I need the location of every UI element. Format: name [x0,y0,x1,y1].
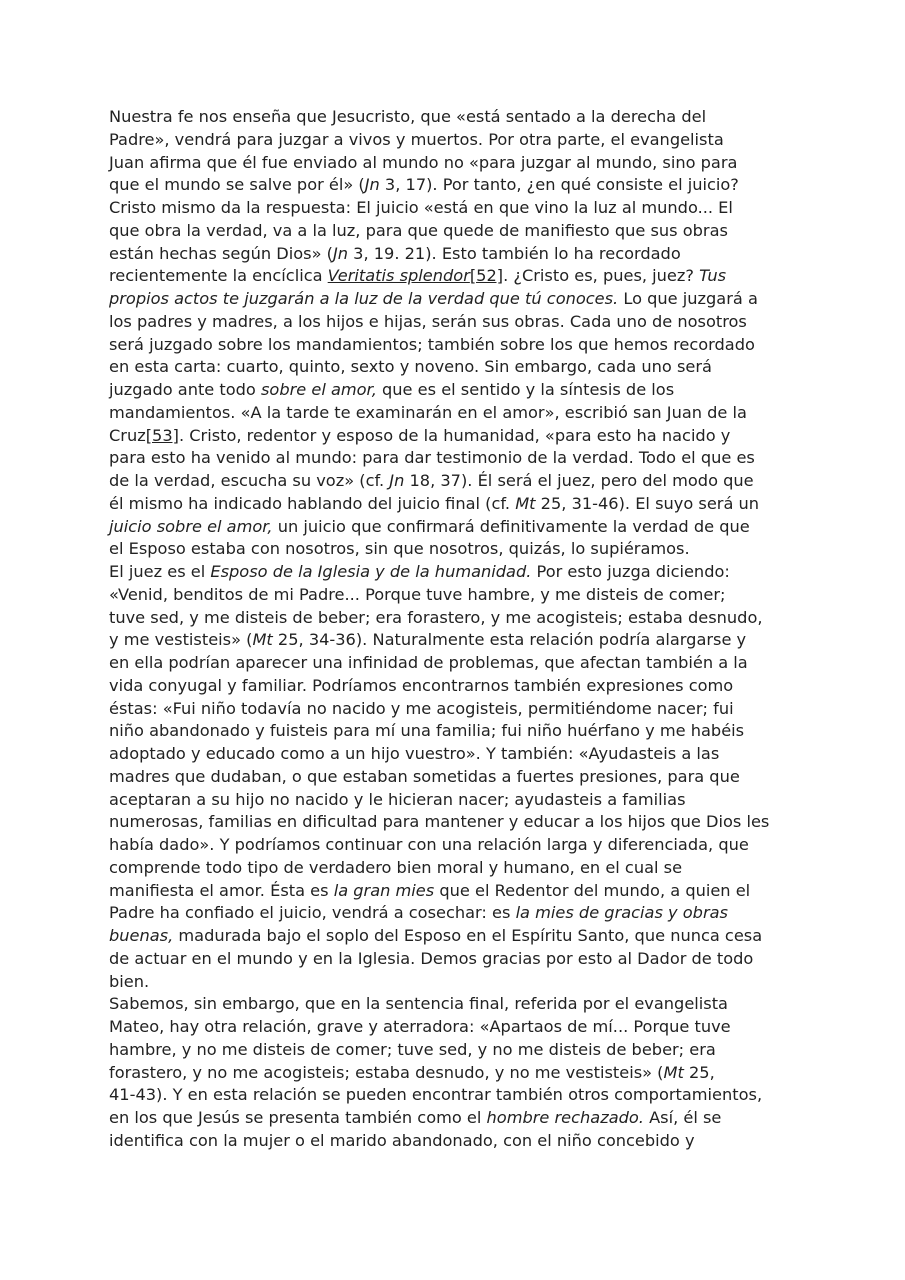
text-line [109,652,799,675]
text-segment: identifica con la mujer o el marido abandonado, con el niño concebido y [109,1130,695,1150]
text-segment: manifiesta el amor. Ésta es [109,880,334,900]
text-segment: en ella podrían aparecer una infinidad de problemas, que afectan también a la [109,653,748,672]
text-segment: tuve sed, y me disteis de beber; era forastero, y me acogisteis; estaba desnudo, [109,607,763,627]
text-segment: niño abandonado y fuisteis para mí una familia; fui niño huérfano y me habéis [109,721,745,741]
document-page [109,106,799,1153]
text-segment: éstas: «Fui niño todavía no nacido y me acogisteis, permitiéndome nacer; fui [109,698,734,718]
paragraph [109,106,799,561]
italic-text: propios actos te juzgarán a la luz de la verdad que tú conoces. [109,289,619,308]
text-segment: vida conyugal y familiar. Podríamos encontrarnos también expresiones como [109,675,734,695]
text-segment: Así, él se [643,1108,722,1127]
text-segment: Cruz [109,425,146,445]
paragraph [109,561,799,993]
text-line [109,629,799,652]
text-segment: de actuar en el mundo y en la Iglesia. Demos gracias por esto al Dador de todo [109,948,754,968]
text-segment: Lo que juzgará a [618,289,758,308]
text-segment: 25, 34-36). Naturalmente esta relación podría alargarse y [272,630,747,650]
text-segment: recientemente la encíclica [109,266,328,286]
body-text [109,106,799,1153]
footnote-link[interactable]: [52] [469,266,504,286]
text-segment: 18, 37). Él será el juez, pero del modo que [404,471,754,490]
text-segment: 25, [683,1062,715,1082]
text-line [109,743,799,766]
text-segment: que es el sentido y la síntesis de los [376,380,675,399]
text-line [109,675,799,698]
text-line [109,720,799,743]
text-segment: hambre, y no me disteis de comer; tuve sed, y no me disteis de beber; era [109,1039,716,1059]
paragraph [109,993,799,1152]
italic-text: hombre rechazado. [486,1108,644,1127]
text-line [109,402,799,425]
text-segment: Padre ha confiado el juicio, vendrá a cosechar: es [109,903,516,923]
text-line [109,1016,799,1039]
text-line [109,811,799,834]
text-segment: que el Redentor del mundo, a quien el [434,880,751,900]
text-segment: para esto ha venido al mundo: para dar testimonio de la verdad. Todo el que es [109,448,755,468]
italic-text: Jn [364,175,380,195]
text-segment: . ¿Cristo es, pues, juez? [503,266,700,286]
italic-text: Esposo de la Iglesia y de la humanidad. [210,562,532,581]
text-line [109,1062,799,1085]
text-segment: Cristo mismo da la respuesta: El juicio «está en que vino la luz al mundo... El [109,198,733,217]
text-line [109,311,799,334]
text-segment: 3, 19. 21). Esto también lo ha recordado [348,243,681,263]
text-segment: en los que Jesús se presenta también como el [109,1108,487,1127]
text-segment: Mateo, hay otra relación, grave y aterradora: «Apartaos de mí... Porque tuve [109,1017,731,1036]
text-segment: madres que dudaban, o que estaban sometidas a fuertes presiones, para que [109,766,740,786]
text-segment: y me vestisteis» ( [109,630,253,650]
text-segment: juzgado ante todo [109,380,261,399]
text-line [109,447,799,470]
text-segment: . Cristo, redentor y esposo de la humanidad, «para esto ha nacido y [178,425,731,445]
text-line [109,470,799,493]
italic-text: Jn [332,243,348,263]
text-line [109,902,799,925]
text-segment: El juez es el [109,562,211,581]
text-segment: Nuestra fe nos enseña que Jesucristo, que «está sentado a la derecha del [109,107,707,126]
text-line [109,493,799,516]
text-line [109,129,799,152]
text-line [109,220,799,243]
italic-text: Jn [389,471,405,490]
text-segment: 25, 31-46). El suyo será un [535,493,760,513]
text-segment: comprende todo tipo de verdadero bien moral y humano, en el cual se [109,857,683,877]
text-line [109,948,799,971]
italic-text: Mt [663,1062,684,1082]
text-segment: que el mundo se salve por él» ( [109,175,365,195]
italic-text: Mt [252,630,273,650]
text-segment: madurada bajo el soplo del Esposo en el Espíritu Santo, que nunca cesa [173,926,763,945]
text-segment: en esta carta: cuarto, quinto, sexto y noveno. Sin embargo, cada uno será [109,357,712,377]
text-segment: había dado». Y podríamos continuar con una relación larga y diferenciada, que [109,835,749,854]
text-segment: adoptado y educado como a un hijo vuestro». Y también: «Ayudasteis a las [109,744,720,763]
text-line [109,379,799,402]
text-line [109,265,799,288]
text-line [109,174,799,197]
text-segment: Por esto juzga diciendo: [531,562,730,581]
text-segment: un juicio que confirmará definitivamente la verdad de que [272,516,750,536]
italic-text: la mies de gracias y obras [515,903,728,923]
text-line [109,584,799,607]
text-line [109,1130,799,1153]
text-line [109,1039,799,1062]
text-segment: Padre», vendrá para juzgar a vivos y muertos. Por otra parte, el evangelista [109,129,724,149]
italic-text: Veritatis splendor [327,266,470,286]
text-line [109,789,799,812]
italic-text: la gran mies [333,880,435,900]
text-segment: aceptaran a su hijo no nacido y le hicieran nacer; ayudasteis a familias [109,789,686,809]
text-segment: los padres y madres, a los hijos e hijas, serán sus obras. Cada uno de nosotros [109,311,747,331]
text-segment: están hechas según Dios» ( [109,243,333,263]
italic-text: Mt [515,493,536,513]
text-line [109,925,799,948]
text-line [109,197,799,220]
text-segment: Juan afirma que él fue enviado al mundo no «para juzgar al mundo, sino para [109,152,738,172]
text-segment: que obra la verdad, va a la luz, para que quede de manifiesto que sus obras [109,220,728,240]
text-segment: Sabemos, sin embargo, que en la sentencia final, referida por el evangelista [109,994,728,1014]
text-segment: mandamientos. «A la tarde te examinarán en el amor», escribió san Juan de la [109,402,747,422]
text-line [109,857,799,880]
italic-text: sobre el amor, [260,380,377,399]
text-line [109,288,799,311]
text-segment: «Venid, benditos de mi Padre... Porque tuve hambre, y me disteis de comer; [109,584,726,604]
text-line [109,993,799,1016]
italic-text: juicio sobre el amor, [109,516,273,536]
text-line [109,356,799,379]
text-segment: forastero, y no me acogisteis; estaba desnudo, y no me vestisteis» ( [109,1062,664,1082]
text-segment: numerosas, familias en dificultad para mantener y educar a los hijos que Dios les [109,812,770,832]
text-segment: de la verdad, escucha su voz» (cf. [109,471,390,490]
text-segment: bien. [109,971,150,991]
text-line [109,766,799,789]
text-line [109,334,799,357]
text-line [109,538,799,561]
text-line [109,1084,799,1107]
text-segment: será juzgado sobre los mandamientos; también sobre los que hemos recordado [109,334,755,354]
text-line [109,152,799,175]
text-line [109,243,799,266]
text-line [109,1107,799,1130]
text-line [109,698,799,721]
footnote-link[interactable]: [53] [145,425,179,445]
text-line [109,834,799,857]
text-segment: él mismo ha indicado hablando del juicio final (cf. [109,493,516,513]
italic-text: Tus [699,266,727,286]
text-line [109,561,799,584]
text-segment: el Esposo estaba con nosotros, sin que nosotros, quizás, lo supiéramos. [109,539,690,559]
text-line [109,880,799,903]
text-line [109,106,799,129]
text-line [109,971,799,994]
text-line [109,425,799,448]
text-line [109,516,799,539]
italic-text: buenas, [109,926,174,945]
text-segment: 41-43). Y en esta relación se pueden encontrar también otros comportamientos, [109,1085,763,1105]
text-line [109,607,799,630]
text-segment: 3, 17). Por tanto, ¿en qué consiste el juicio? [379,175,739,195]
